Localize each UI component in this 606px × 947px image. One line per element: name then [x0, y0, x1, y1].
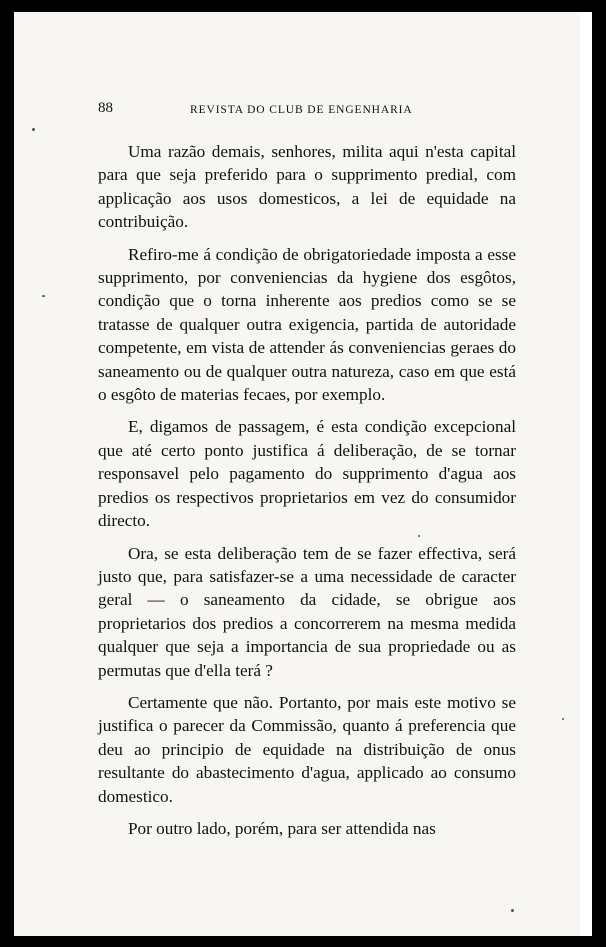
ink-speck — [511, 909, 514, 912]
paragraph: Certamente que não. Portanto, por mais este motivo se justifica o parecer da Commissão, quanto á preferencia que deu ao principio de equidade na distribuição de onus resultante do abastecimento d'agua, applicado ao consumo domestico. — [98, 692, 516, 806]
page-edge — [580, 12, 592, 936]
ink-speck — [32, 128, 35, 131]
paragraph: E, digamos de passagem, é esta condição excepcional que até certo ponto justifica á deliberação, de se tornar responsavel pelo pagamento do supprimento d'agua aos predios os respectivos proprietarios em vez do consumidor directo. — [98, 417, 516, 531]
running-title: REVISTA DO CLUB DE ENGENHARIA — [190, 104, 413, 116]
paragraph: Refiro-me á condição de obrigatoriedade imposta a esse supprimento, por conveniencias da hygiene dos esgôtos, condição que o torna inherente aos predios como se se tratasse de qualquer outra exigencia, partida de autoridade competente, em vista de attender ás conveniencias geraes do saneamento ou de qualquer outra natureza, caso em que está o esgôto de materias fecaes, por exemplo. — [98, 244, 516, 405]
paragraph: Por outro lado, porém, para ser attendida nas — [128, 818, 436, 838]
ink-speck — [42, 295, 45, 297]
ink-speck — [562, 718, 564, 720]
paragraph: Uma razão demais, senhores, milita aqui n'esta capital para que seja preferido para o supprimento predial, com applicação aos usos domesticos, a lei de equidade na contribuição. — [98, 142, 516, 232]
paragraph: Ora, se esta deliberação tem de se fazer effectiva, será justo que, para satisfazer-se a uma necessidade de caracter geral — o saneamento da cidade, se obrigue aos proprietarios dos predios a concorrerem na mesma medida qualquer que seja a importancia de sua propriedade ou as permutas que d'ella terá ? — [98, 543, 516, 680]
body-text — [98, 140, 516, 840]
page-number: 88 — [98, 100, 113, 116]
